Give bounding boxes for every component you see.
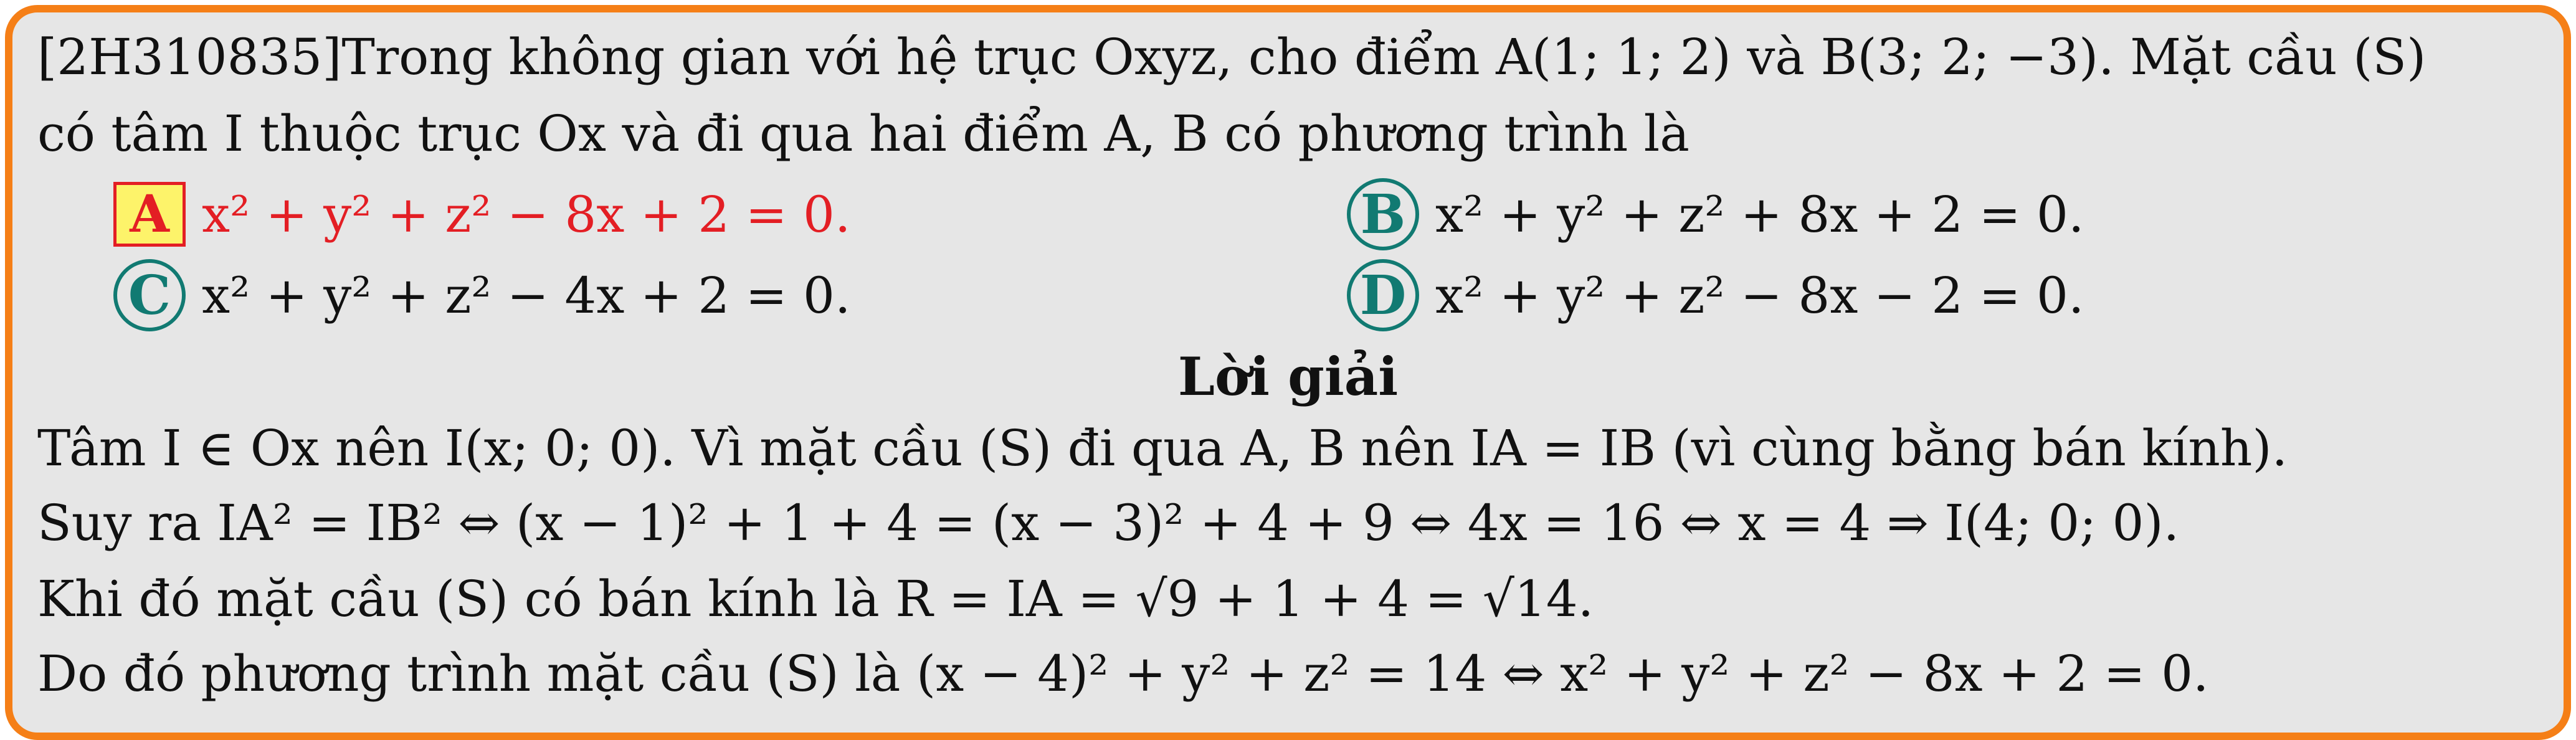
solution-heading: Lời giải	[1177, 346, 1399, 407]
option-b[interactable]	[1347, 179, 2084, 249]
solution-line-1: Tâm I ∈ Ox nên I(x; 0; 0). Vì mặt cầu (S) đi qua A, B nên IA = IB (vì cùng bằng bán kính).	[37, 419, 2288, 477]
option-c-badge: C	[113, 259, 186, 331]
option-d-text: x² + y² + z² − 8x − 2 = 0.	[1435, 266, 2084, 325]
option-b-badge: B	[1347, 178, 1419, 250]
solution-line-3: Khi đó mặt cầu (S) có bán kính là R = IA = √9 + 1 + 4 = √14.	[37, 570, 1594, 628]
question-text-line-1: [2H310835]Trong không gian với hệ trục Oxyz, cho điểm A(1; 1; 2) và B(3; 2; −3). Mặt cầu (S)	[37, 28, 2426, 86]
question-text-line-2: có tâm I thuộc trục Ox và đi qua hai điểm A, B có phương trình là	[37, 105, 1690, 163]
option-b-text: x² + y² + z² + 8x + 2 = 0.	[1435, 185, 2084, 244]
option-c[interactable]	[113, 260, 850, 330]
option-a-text: x² + y² + z² − 8x + 2 = 0.	[202, 185, 851, 244]
option-a[interactable]	[113, 179, 850, 249]
option-c-text: x² + y² + z² − 4x + 2 = 0.	[202, 266, 851, 325]
option-a-badge: A	[113, 182, 186, 247]
solution-line-2: Suy ra IA² = IB² ⇔ (x − 1)² + 1 + 4 = (x − 3)² + 4 + 9 ⇔ 4x = 16 ⇔ x = 4 ⇒ I(4; 0; 0).	[37, 494, 2180, 552]
option-d-badge: D	[1347, 259, 1419, 331]
solution-line-4: Do đó phương trình mặt cầu (S) là (x − 4)² + y² + z² = 14 ⇔ x² + y² + z² − 8x + 2 = 0.	[37, 645, 2209, 703]
option-d[interactable]	[1347, 260, 2084, 330]
